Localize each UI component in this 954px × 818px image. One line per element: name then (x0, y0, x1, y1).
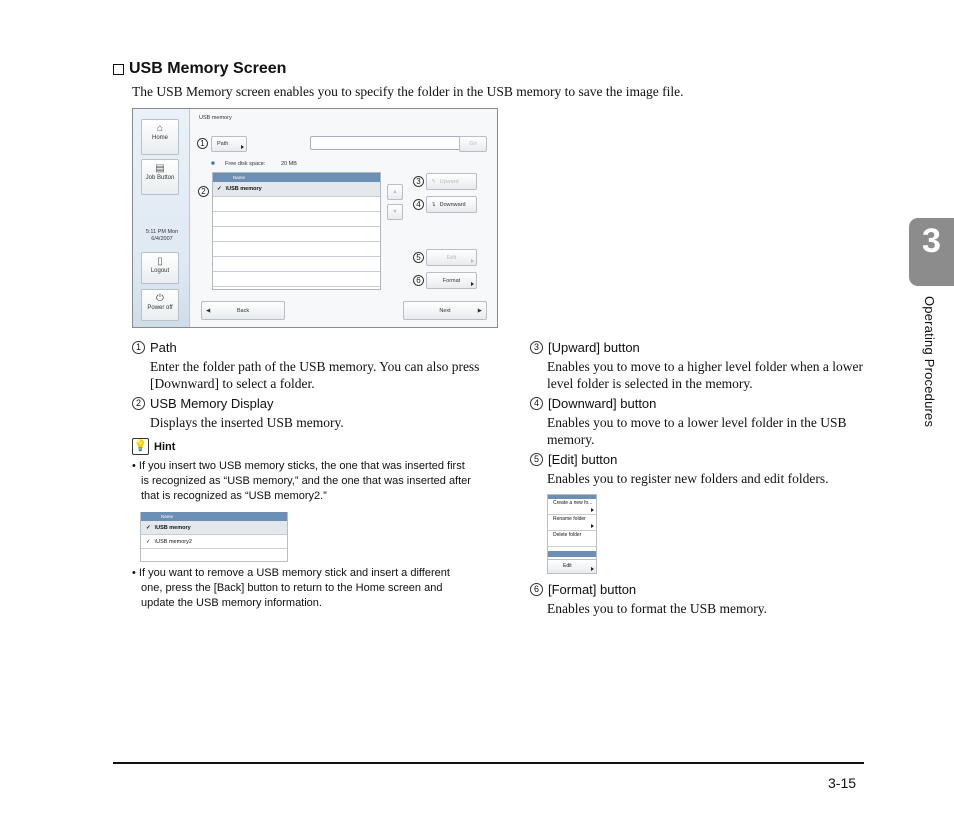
triangle-down-icon: ▼ (392, 209, 398, 215)
usb-memory2-example (140, 512, 288, 562)
format-button[interactable] (426, 272, 477, 289)
menu-edit-label: Edit (563, 563, 572, 569)
next-button[interactable] (403, 301, 487, 320)
footer-rule (113, 762, 864, 764)
go-button[interactable] (459, 136, 487, 152)
section-heading (113, 60, 286, 78)
menu-item-delete (548, 531, 596, 547)
usb-list (212, 172, 381, 290)
item-display-title (132, 396, 274, 411)
mini-row-label: \USB memory2 (154, 538, 192, 545)
free-space-label: Free disk space: (225, 161, 266, 167)
power-icon: ⏻ (156, 293, 164, 304)
scroll-up-button[interactable] (387, 184, 403, 200)
screen-main (191, 109, 497, 327)
menu-item-label: Create a new fo... (553, 500, 593, 506)
logout-button[interactable] (141, 252, 179, 284)
free-space-value: 20 MB (281, 161, 297, 167)
item-title-text: Path (150, 340, 177, 355)
back-label: Back (236, 307, 250, 314)
menu-edit-button (548, 559, 596, 573)
circled-number: 5 (530, 453, 543, 466)
home-button[interactable] (141, 119, 179, 155)
triangle-left-icon: ◀ (206, 307, 211, 314)
lightbulb-icon: 💡 (132, 438, 149, 455)
hint-label (132, 438, 175, 455)
menu-item-label: Delete folder (553, 532, 582, 538)
menu-item-create (548, 499, 596, 515)
callout-5: 5 (413, 252, 424, 263)
circled-number: 4 (530, 397, 543, 410)
circled-number: 1 (132, 341, 145, 354)
power-off-button[interactable] (141, 289, 179, 321)
page-number: 3-15 (828, 775, 857, 791)
list-item (213, 197, 380, 212)
list-item (213, 257, 380, 272)
callout-3: 3 (413, 176, 424, 187)
hint-bullet-2: • If you want to remove a USB memory stick and insert a different one, press the [Back] button to return to the Home screen and update the USB memory information. (132, 567, 450, 609)
upward-icon: ↰ (431, 178, 436, 185)
callout-6: 6 (413, 275, 424, 286)
arrow-right-icon (471, 282, 474, 286)
list-item (213, 272, 380, 287)
hint-bullet-2-text: If you want to remove a USB memory stick and insert a different one, press the [Back] button to return to the Home screen and update the USB memory information. (138, 567, 450, 609)
item-edit-title (530, 452, 617, 467)
callout-1: 1 (197, 138, 208, 149)
downward-label: Downward (439, 201, 466, 208)
list-item (141, 535, 287, 549)
item-title-text: USB Memory Display (150, 396, 274, 411)
callout-2: 2 (198, 186, 209, 197)
item-title-text: [Edit] button (548, 452, 618, 467)
edit-menu-example (547, 494, 597, 574)
usb-memory-screenshot (132, 108, 498, 328)
mini-list-header: Name (141, 512, 287, 521)
triangle-up-icon: ▲ (392, 189, 398, 195)
job-button-label: Job Button (145, 175, 175, 181)
format-label: Format (442, 277, 461, 284)
item-format-body: Enables you to format the USB memory. (547, 601, 767, 616)
list-item (213, 227, 380, 242)
callout-4: 4 (413, 199, 424, 210)
circled-number: 2 (132, 397, 145, 410)
back-button[interactable] (201, 301, 285, 320)
next-label: Next (439, 307, 451, 314)
item-downward-title (530, 396, 656, 411)
arrow-right-icon (471, 259, 474, 263)
menu-item-rename (548, 515, 596, 531)
home-label: Home (151, 135, 168, 141)
chapter-number: 3 (922, 222, 941, 260)
item-downward-body: Enables you to move to a lower level folder in the USB memory. (547, 415, 847, 447)
menu-item-label: Rename folder (553, 516, 586, 522)
arrow-right-icon (591, 567, 594, 571)
circled-number: 6 (530, 583, 543, 596)
intro-paragraph: The USB Memory screen enables you to specify the folder in the USB memory to save the image file. (132, 84, 684, 99)
clock (137, 229, 187, 243)
hint-bullet-1-text: If you insert two USB memory sticks, the one that was inserted first is recognized as “USB memory,” and the one that was inserted after that is recognized as “USB memory2.” (138, 460, 471, 502)
clock-date: 6/4/2007 (151, 236, 173, 242)
upward-label: Upward (439, 178, 459, 185)
screen-sidebar (133, 109, 190, 327)
job-icon: ▤ (155, 163, 165, 174)
hint-bullet-1: • If you insert two USB memory sticks, the one that was inserted first is recognized as “USB memory,” and the one that was inserted after that is recognized as “USB memory2.” (132, 460, 471, 502)
item-upward-body: Enables you to move to a higher level folder when a lower level folder is selected in the memory. (547, 359, 864, 391)
arrow-right-icon (591, 508, 594, 512)
home-icon: ⌂ (156, 123, 164, 134)
edit-button[interactable] (426, 249, 477, 266)
edit-label: Edit (446, 254, 457, 261)
job-button[interactable] (141, 159, 179, 195)
item-format-title (530, 582, 636, 597)
power-off-label: Power off (147, 305, 173, 311)
item-title-text: [Downward] button (548, 396, 657, 411)
downward-button[interactable] (426, 196, 477, 213)
check-icon: ✓ (146, 538, 151, 545)
downward-icon: ↴ (431, 201, 436, 208)
screen-title: USB memory (199, 115, 232, 121)
checkbox-icon (113, 64, 124, 75)
logout-label: Logout (150, 268, 170, 274)
list-header: Name (213, 173, 380, 182)
item-edit-body: Enables you to register new folders and edit folders. (547, 471, 829, 486)
item-path-title (132, 340, 177, 355)
logout-icon: ▯ (157, 256, 163, 267)
circled-number: 3 (530, 341, 543, 354)
heading-text: USB Memory Screen (129, 60, 287, 77)
check-icon: ✓ (217, 186, 222, 192)
list-item (141, 521, 287, 535)
item-path-body: Enter the folder path of the USB memory. You can also press [Downward] to select a folder. (150, 359, 480, 391)
clock-time: 5:11 PM Mon (145, 229, 179, 235)
check-icon: ✓ (146, 524, 151, 531)
item-title-text: [Format] button (548, 582, 637, 597)
hint-label-text: Hint (154, 440, 176, 453)
triangle-right-icon: ▶ (477, 307, 482, 314)
path-button-label: Path (217, 141, 229, 147)
arrow-right-icon (241, 145, 244, 149)
mini-row-label: \USB memory (154, 524, 191, 531)
upward-button[interactable] (426, 173, 477, 190)
item-display-body: Displays the inserted USB memory. (150, 415, 344, 430)
path-button[interactable] (211, 136, 247, 152)
disk-icon: ■ (211, 161, 215, 167)
scroll-down-button[interactable] (387, 204, 403, 220)
list-item (213, 242, 380, 257)
arrow-right-icon (591, 524, 594, 528)
list-item[interactable] (213, 182, 380, 197)
side-section-label: Operating Procedures (922, 296, 937, 428)
menu-separator (548, 551, 596, 557)
item-upward-title (530, 340, 640, 355)
go-label: Go (469, 141, 477, 147)
list-item-label: \USB memory (225, 186, 262, 192)
list-item (213, 212, 380, 227)
item-title-text: [Upward] button (548, 340, 640, 355)
